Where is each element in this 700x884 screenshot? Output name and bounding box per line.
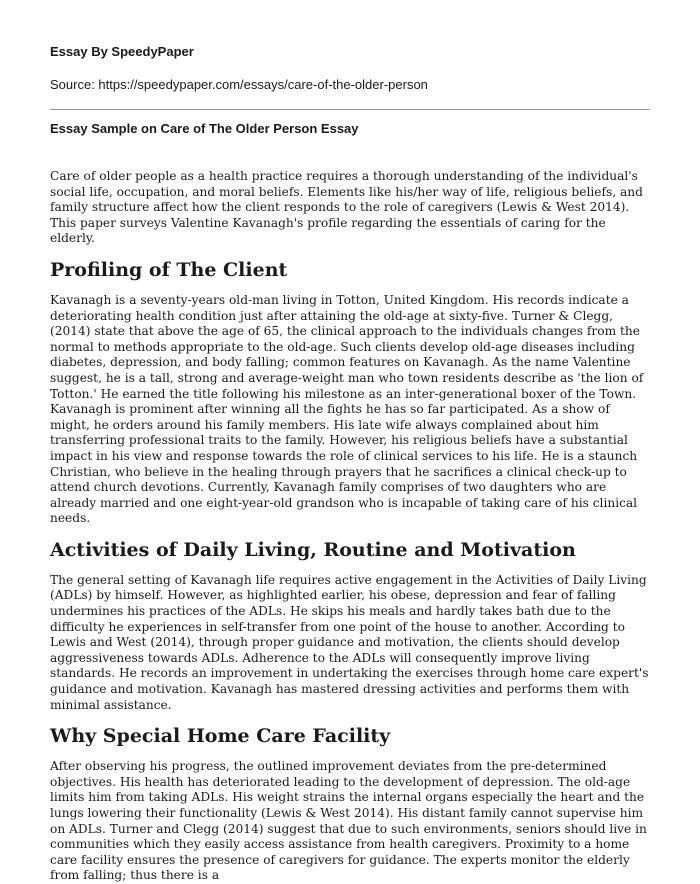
document-title: Essay Sample on Care of The Older Person Essay — [50, 121, 359, 136]
header-divider — [50, 109, 650, 110]
section-paragraph-profiling: Kavanagh is a seventy-years old-man living in Totton, United Kingdom. His records indicate a deteriorating health condition just after attaining the old-age at sixty-five. Turner & Clegg, (2014) state that above the age of 65, the clinical approach to the individuals changes from the normal to methods appropriate to the old-age. Such clients develop old-age diseases including diabetes, depression, and body falling; common features on Kavanagh. As the name Valentine suggest, he is a tall, strong and average-weight man who town residents describe as 'the lion of Totton.' He earned the title following his milestone as an inter-generational boxer of the Town. Kavanagh is prominent after winning all the fights he has so far participated. As a show of might, he orders around his family members. His late wife always complained about him transferring professional traits to the family. However, his religious beliefs have a substantial impact in his view and response towards the role of clinical services to his life. He is a staunch Christian, who believe in the healing through prayers that he sacrifices a clinical check-up to attend church devotions. Currently, Kavanagh family comprises of two daughters who are already married and one eight-year-old grandson who is incapable of taking care of his clinical needs. — [50, 292, 644, 526]
section-paragraph-home-care: After observing his progress, the outlined improvement deviates from the pre-determined objectives. His health has deteriorated leading to the development of depression. The old-age limits him from taking ADLs. His weight strains the internal organs especially the heart and the lungs lowering their functionality (Lewis & West 2014). His distant family cannot supervise him on ADLs. Turner and Clegg (2014) suggest that due to such environments, seniors should live in communities which they easily access assistance from health caregivers. Proximity to a home care facility ensures the presence of caregivers for guidance. The experts monitor the elderly from falling; thus there is a — [50, 759, 647, 883]
source-line: Source: https://speedypaper.com/essays/care-of-the-older-person — [50, 77, 428, 92]
section-heading-home-care: Why Special Home Care Facility — [50, 725, 391, 748]
section-paragraph-adl: The general setting of Kavanagh life requires active engagement in the Activities of Daily Living (ADLs) by himself. However, as highlighted earlier, his obese, depression and fear of falling undermines his practices of the ADLs. He skips his meals and hardly takes bath due to the difficulty he experiences in self-transfer from one point of the house to another. According to Lewis and West (2014), through proper guidance and motivation, the clients should develop aggressiveness towards ADLs. Adherence to the ADLs will consequently improve living standards. He records an improvement in undertaking the exercises through home care expert's guidance and motivation. Kavanagh has mastered dressing activities and performs them with minimal assistance. — [50, 572, 649, 712]
essay-by-label: Essay By SpeedyPaper — [50, 44, 194, 59]
section-heading-profiling: Profiling of The Client — [50, 258, 288, 281]
intro-paragraph: Care of older people as a health practice requires a thorough understanding of the individual's social life, occupation, and moral beliefs. Elements like his/her way of life, religious beliefs, and family structure affect how the client responds to the role of caregivers (Lewis & West 2014). This paper surveys Valentine Kavanagh's profile regarding the essentials of caring for the elderly. — [50, 169, 643, 246]
section-heading-adl: Activities of Daily Living, Routine and Motivation — [50, 538, 576, 561]
